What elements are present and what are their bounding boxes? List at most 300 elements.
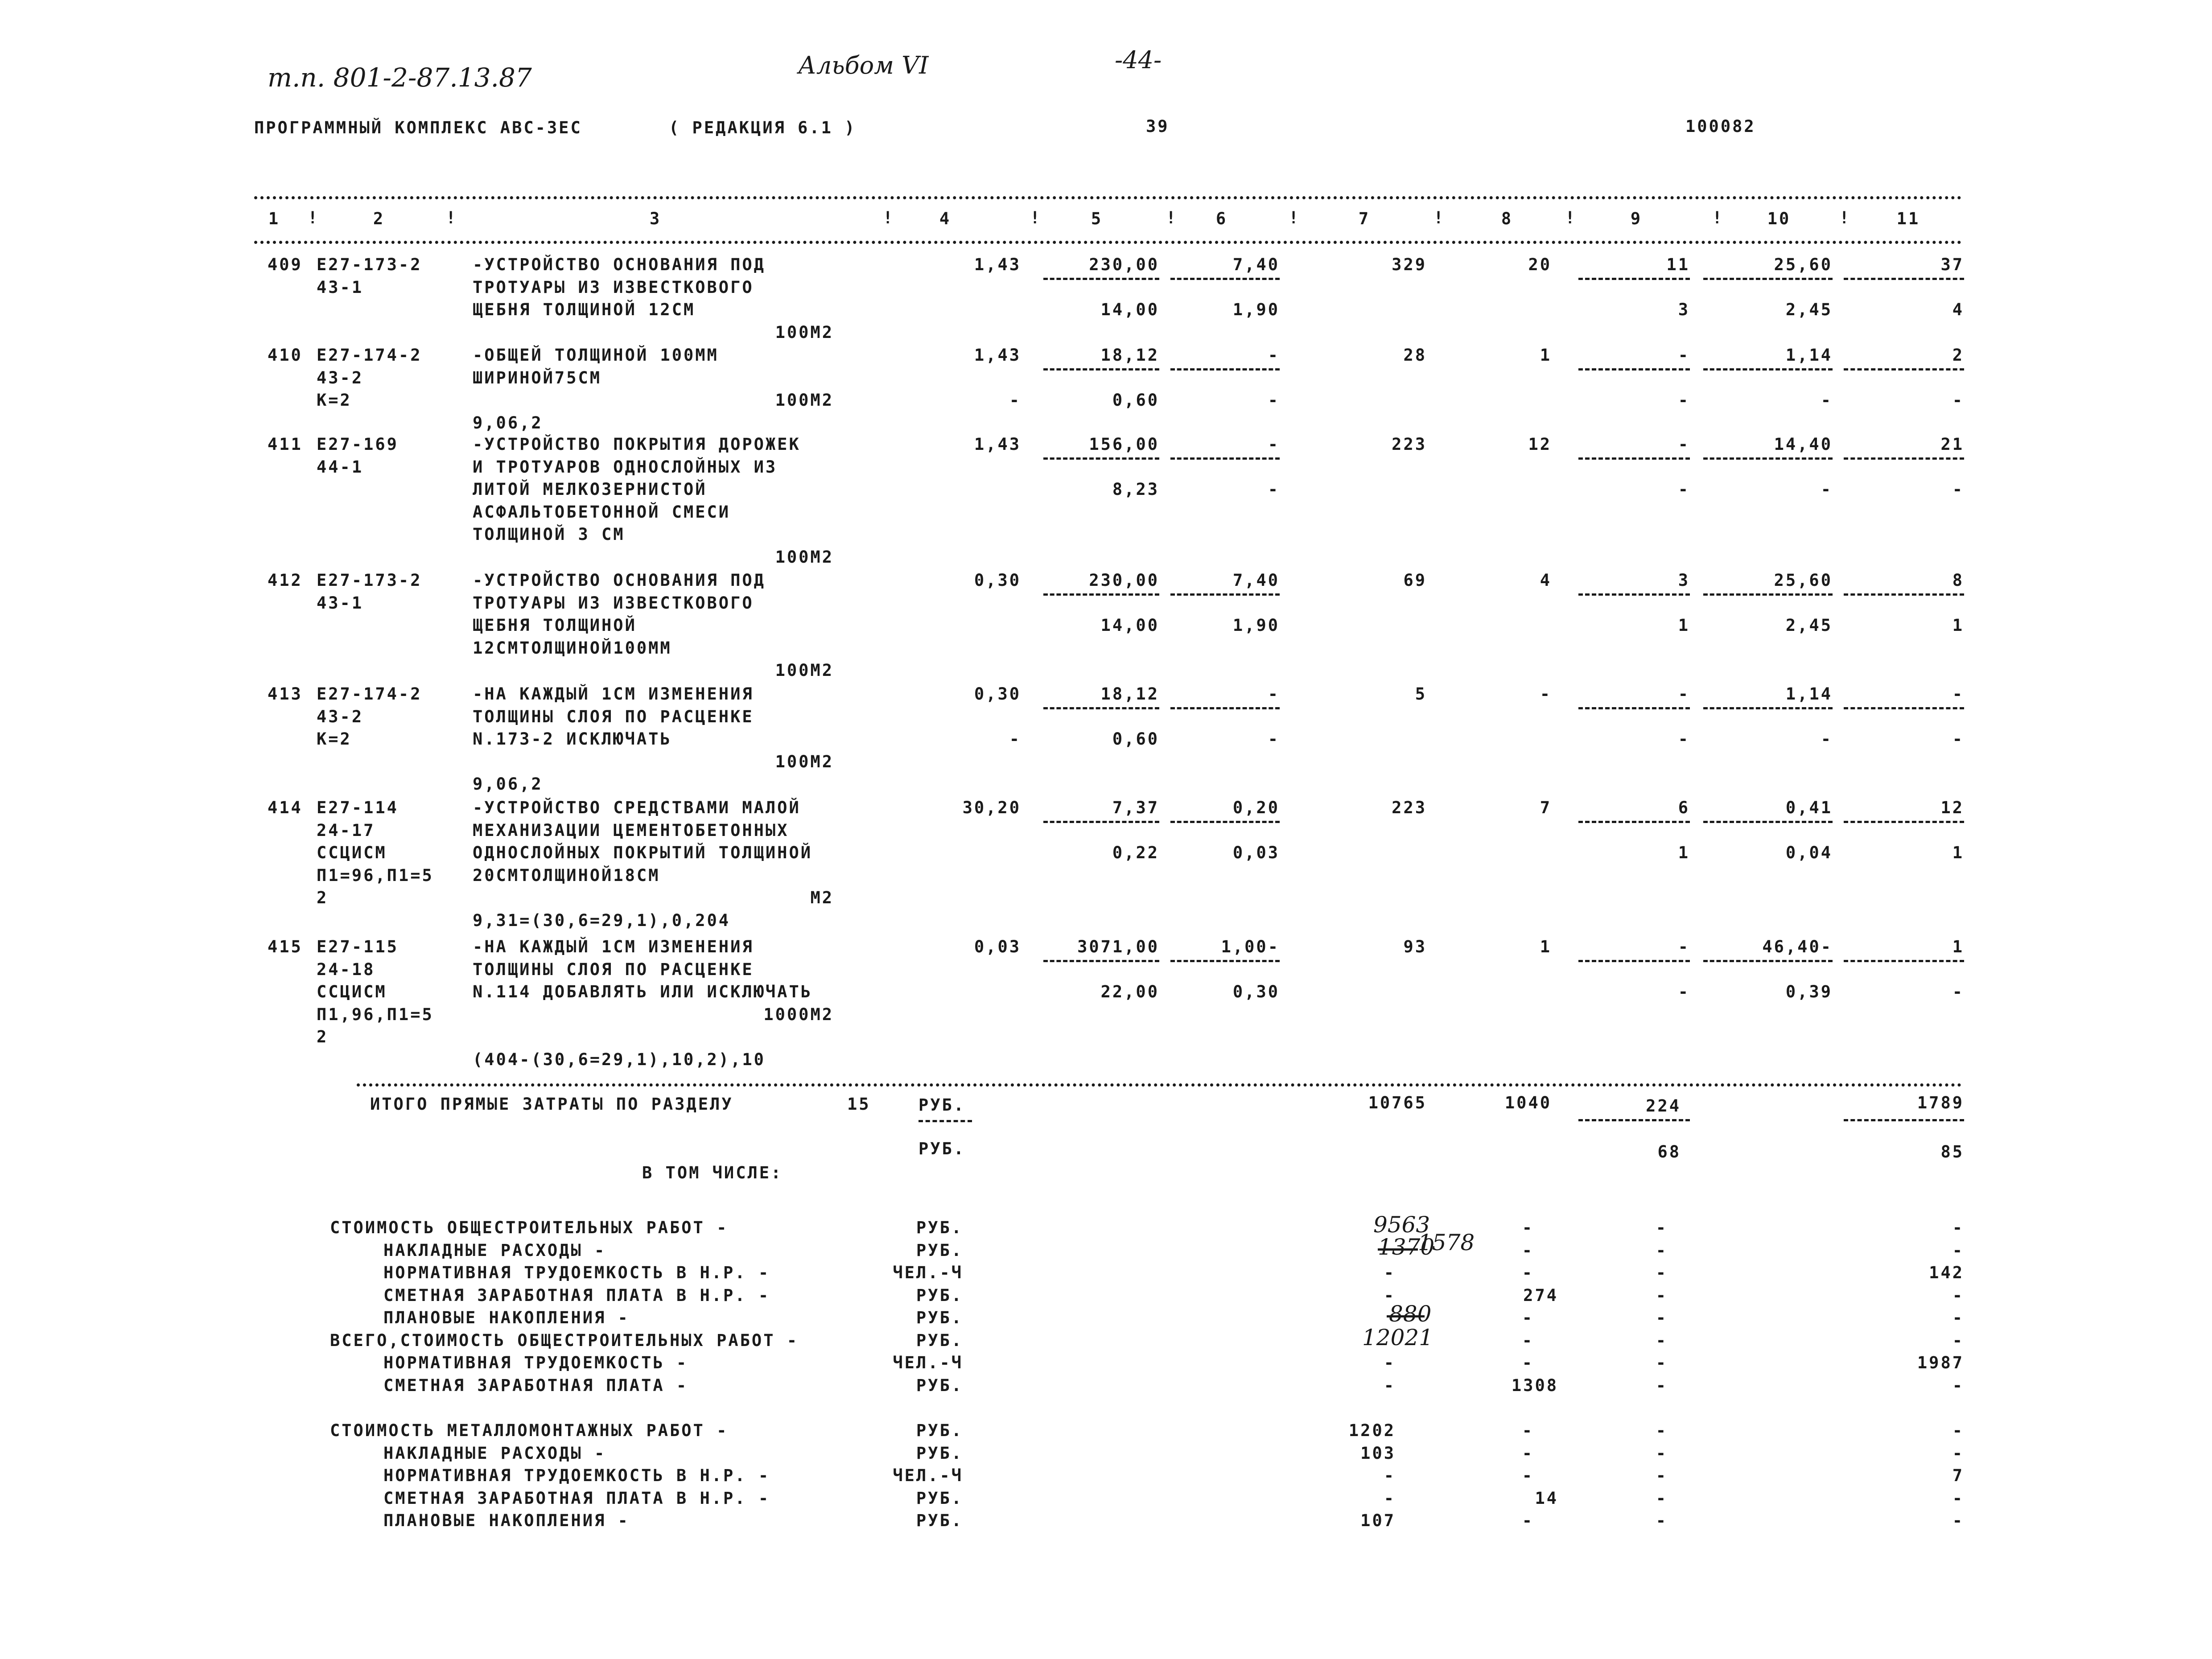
labor-total: 2 <box>1952 346 1964 365</box>
unit-machine-cost: - <box>1268 435 1280 454</box>
total-cost: 28 <box>1403 346 1427 365</box>
work-description: ТОЛЩИНОЙ 3 СМ <box>473 525 625 544</box>
total-cost: 329 <box>1392 255 1427 274</box>
cell-underline <box>1578 1119 1690 1121</box>
labor-total: 21 <box>1940 435 1964 454</box>
totals-unit: РУБ. <box>919 1139 966 1158</box>
column-separator: ! <box>1433 208 1446 227</box>
total-wages: 12 <box>1528 435 1552 454</box>
rate-code: 43-1 <box>317 593 364 613</box>
handwritten-value: 1370 <box>1378 1234 1435 1260</box>
summary-labor: - <box>1952 1308 1964 1327</box>
summary-label: СМЕТНАЯ ЗАРАБОТНАЯ ПЛАТА - <box>383 1375 688 1395</box>
work-description: -НА КАЖДЫЙ 1СМ ИЗМЕНЕНИЯ <box>473 937 754 956</box>
labor-total: - <box>1952 480 1964 499</box>
work-description: 20СМТОЛЩИНОЙ18СМ <box>473 865 660 885</box>
unit-machine-cost: 1,90 <box>1232 616 1280 635</box>
cell-underline <box>1170 960 1280 962</box>
total-cost: 69 <box>1403 571 1427 590</box>
summary-labor: 1987 <box>1917 1353 1964 1372</box>
rate-code: 43-2 <box>317 707 364 726</box>
summary-wages: - <box>1522 1263 1534 1282</box>
work-description: N.173-2 ИСКЛЮЧАТЬ <box>473 729 672 749</box>
unit-machine-cost: 7,40 <box>1232 255 1280 274</box>
summary-label: НОРМАТИВНАЯ ТРУДОЕМКОСТЬ В Н.Р. - <box>383 1263 770 1282</box>
quantity: 1,43 <box>974 255 1021 274</box>
work-description: И ТРОТУАРОВ ОДНОСЛОЙНЫХ ИЗ <box>473 457 778 477</box>
row-number: 415 <box>268 937 303 956</box>
handwritten-value: 880 <box>1389 1301 1432 1327</box>
unit-machine-cost: 7,40 <box>1232 571 1280 590</box>
rate-code: 2 <box>317 1027 329 1046</box>
work-description: N.114 ДОБАВЛЯТЬ ИЛИ ИСКЛЮЧАТЬ <box>473 982 813 1001</box>
row-number: 412 <box>268 571 303 590</box>
summary-value: 103 <box>1360 1443 1396 1463</box>
cell-underline <box>1170 593 1280 596</box>
column-separator: ! <box>308 208 320 227</box>
summary-labor: - <box>1952 1421 1964 1440</box>
totals-machine-wages: 68 <box>1657 1142 1681 1161</box>
unit-machine-cost: - <box>1268 346 1280 365</box>
unit-machine-cost: - <box>1268 729 1280 749</box>
unit-cost: 156,00 <box>1089 435 1159 454</box>
strikethrough <box>1378 1248 1418 1251</box>
column-header-6: 6 <box>1215 209 1228 228</box>
cell-underline <box>1578 368 1690 370</box>
summary-wages: 14 <box>1535 1488 1558 1508</box>
unit-cost: 230,00 <box>1089 255 1159 274</box>
unit-cost: 14,00 <box>1100 300 1159 319</box>
unit-cost: 22,00 <box>1100 982 1159 1001</box>
totals-wages: 1040 <box>1504 1093 1552 1112</box>
rate-code: 43-2 <box>317 368 364 387</box>
totals-labor-machine: 85 <box>1940 1142 1964 1161</box>
summary-labor: - <box>1952 1240 1964 1260</box>
summary-labor: - <box>1952 1511 1964 1530</box>
labor-unit: 0,04 <box>1785 843 1833 862</box>
cell-underline <box>1170 821 1280 823</box>
work-description: -УСТРОЙСТВО ОСНОВАНИЯ ПОД <box>473 571 766 590</box>
summary-unit: РУБ. <box>916 1308 963 1327</box>
summary-unit: РУБ. <box>916 1330 963 1350</box>
row-number: 410 <box>268 346 303 365</box>
summary-value: - <box>1384 1263 1396 1282</box>
total-cost: 223 <box>1392 798 1427 817</box>
labor-total: 12 <box>1940 798 1964 817</box>
quantity: 30,20 <box>962 798 1021 817</box>
total-machine: - <box>1678 435 1690 454</box>
labor-unit: - <box>1821 391 1833 410</box>
labor-total: 37 <box>1940 255 1964 274</box>
summary-machine: - <box>1656 1488 1668 1508</box>
work-description: ШИРИНОЙ75СМ <box>473 368 602 387</box>
labor-unit: 0,41 <box>1785 798 1833 817</box>
rate-code: Е27-174-2 <box>317 684 422 704</box>
summary-wages: - <box>1522 1421 1534 1440</box>
summary-label: НОРМАТИВНАЯ ТРУДОЕМКОСТЬ - <box>383 1353 688 1372</box>
unit-cost: 8,23 <box>1112 480 1159 499</box>
sheet-number: 39 <box>1146 117 1170 136</box>
summary-label: НАКЛАДНЫЕ РАСХОДЫ - <box>383 1443 606 1463</box>
summary-wages: - <box>1522 1353 1534 1372</box>
unit-machine-cost: 1,00- <box>1221 937 1280 956</box>
summary-machine: - <box>1656 1285 1668 1305</box>
work-description: 9,06,2 <box>473 774 543 794</box>
unit-cost: 230,00 <box>1089 571 1159 590</box>
summary-machine: - <box>1656 1466 1668 1485</box>
work-description: ЩЕБНЯ ТОЛЩИНОЙ 12СМ <box>473 300 696 319</box>
labor-total: 1 <box>1952 843 1964 862</box>
totals-rule <box>357 1083 1962 1087</box>
unit-machine-cost: 0,20 <box>1232 798 1280 817</box>
summary-unit: РУБ. <box>916 1240 963 1260</box>
work-description: АСФАЛЬТОБЕТОННОЙ СМЕСИ <box>473 502 731 522</box>
unit-of-measure: М2 <box>810 888 834 907</box>
labor-total: - <box>1952 729 1964 749</box>
summary-value: 107 <box>1360 1511 1396 1530</box>
summary-labor: - <box>1952 1488 1964 1508</box>
cell-underline <box>1703 368 1833 370</box>
summary-machine: - <box>1656 1421 1668 1440</box>
cell-underline <box>1043 821 1159 823</box>
rate-code: 44-1 <box>317 457 364 477</box>
total-machine: - <box>1678 391 1690 410</box>
work-description: -УСТРОЙСТВО ПОКРЫТИЯ ДОРОЖЕК <box>473 435 801 454</box>
cell-underline <box>1578 593 1690 596</box>
summary-machine: - <box>1656 1375 1668 1395</box>
labor-total: 1 <box>1952 937 1964 956</box>
summary-labor: - <box>1952 1443 1964 1463</box>
work-description: 9,31=(30,6=29,1),0,204 <box>473 910 731 930</box>
summary-value: - <box>1384 1353 1396 1372</box>
labor-unit: - <box>1821 480 1833 499</box>
unit-of-measure: 100М2 <box>775 752 834 771</box>
summary-unit: РУБ. <box>916 1488 963 1508</box>
column-separator: ! <box>446 208 458 227</box>
work-description: ЛИТОЙ МЕЛКОЗЕРНИСТОЙ <box>473 480 707 499</box>
cell-underline <box>1703 278 1833 280</box>
total-machine: - <box>1678 937 1690 956</box>
unit-machine-cost: - <box>1268 480 1280 499</box>
total-machine: - <box>1678 729 1690 749</box>
quantity: - <box>1009 729 1021 749</box>
labor-total: 1 <box>1952 616 1964 635</box>
summary-label: ПЛАНОВЫЕ НАКОПЛЕНИЯ - <box>383 1511 630 1530</box>
summary-label: ПЛАНОВЫЕ НАКОПЛЕНИЯ - <box>383 1308 630 1327</box>
labor-unit: 14,40 <box>1774 435 1833 454</box>
rate-code: ССЦИСМ <box>317 982 387 1001</box>
summary-wages: 1308 <box>1511 1375 1558 1395</box>
summary-wages: - <box>1522 1308 1534 1327</box>
cell-underline <box>1844 368 1964 370</box>
totals-cost: 10765 <box>1368 1093 1427 1112</box>
cell-underline <box>1170 368 1280 370</box>
work-description: ОДНОСЛОЙНЫХ ПОКРЫТИЙ ТОЛЩИНОЙ <box>473 843 813 862</box>
summary-machine: - <box>1656 1443 1668 1463</box>
cell-underline <box>1043 368 1159 370</box>
summary-wages: - <box>1522 1466 1534 1485</box>
total-wages: 4 <box>1540 571 1552 590</box>
total-machine: 3 <box>1678 571 1690 590</box>
cell-underline <box>1703 707 1833 709</box>
cell-underline <box>1844 1119 1964 1121</box>
work-description: -УСТРОЙСТВО СРЕДСТВАМИ МАЛОЙ <box>473 798 801 817</box>
cell-underline <box>1844 821 1964 823</box>
column-header-4: 4 <box>939 209 952 228</box>
summary-value: 1202 <box>1348 1421 1396 1440</box>
column-header-3: 3 <box>649 209 662 228</box>
total-wages: 1 <box>1540 346 1552 365</box>
row-number: 413 <box>268 684 303 704</box>
unit-cost: 0,22 <box>1112 843 1159 862</box>
quantity: 0,03 <box>974 937 1021 956</box>
labor-unit: 1,14 <box>1785 346 1833 365</box>
total-wages: 20 <box>1528 255 1552 274</box>
total-machine: 6 <box>1678 798 1690 817</box>
summary-unit: ЧЕЛ.-Ч <box>893 1353 963 1372</box>
table-top-rule <box>254 196 1962 199</box>
work-description: 12СМТОЛЩИНОЙ100ММ <box>473 638 672 658</box>
column-separator: ! <box>1166 208 1178 227</box>
total-cost: 5 <box>1415 684 1427 704</box>
unit-machine-cost: - <box>1268 684 1280 704</box>
unit-machine-cost: 0,03 <box>1232 843 1280 862</box>
summary-label: НАКЛАДНЫЕ РАСХОДЫ - <box>383 1240 606 1260</box>
rate-code: Е27-114 <box>317 798 399 817</box>
summary-unit: РУБ. <box>916 1421 963 1440</box>
labor-unit: 1,14 <box>1785 684 1833 704</box>
rate-code: 24-18 <box>317 959 375 979</box>
quantity: 0,30 <box>974 684 1021 704</box>
total-machine: 3 <box>1678 300 1690 319</box>
cell-underline <box>1043 457 1159 460</box>
cell-underline <box>1703 457 1833 460</box>
totals-unit-rule <box>919 1120 972 1122</box>
totals-machine: 224 <box>1646 1096 1681 1116</box>
summary-unit: РУБ. <box>916 1285 963 1305</box>
program-name: ПРОГРАММНЫЙ КОМПЛЕКС АВС-3ЕС <box>254 118 582 137</box>
cell-underline <box>1170 457 1280 460</box>
labor-unit: - <box>1821 729 1833 749</box>
total-wages: - <box>1540 684 1552 704</box>
summary-label: НОРМАТИВНАЯ ТРУДОЕМКОСТЬ В Н.Р. - <box>383 1466 770 1485</box>
total-machine: 1 <box>1678 616 1690 635</box>
column-separator: ! <box>1565 208 1577 227</box>
summary-label: ВСЕГО,СТОИМОСТЬ ОБЩЕСТРОИТЕЛЬНЫХ РАБОТ - <box>330 1330 799 1350</box>
summary-labor: - <box>1952 1218 1964 1237</box>
summary-machine: - <box>1656 1511 1668 1530</box>
totals-unit: РУБ. <box>919 1095 966 1115</box>
labor-total: - <box>1952 684 1964 704</box>
unit-of-measure: 100М2 <box>775 547 834 567</box>
summary-machine: - <box>1656 1263 1668 1282</box>
table-header-rule <box>254 241 1962 244</box>
work-description: -НА КАЖДЫЙ 1СМ ИЗМЕНЕНИЯ <box>473 684 754 704</box>
unit-cost: 18,12 <box>1100 346 1159 365</box>
column-header-1: 1 <box>268 209 280 228</box>
summary-label: СТОИМОСТЬ ОБЩЕСТРОИТЕЛЬНЫХ РАБОТ - <box>330 1218 729 1237</box>
row-number: 414 <box>268 798 303 817</box>
summary-machine: - <box>1656 1240 1668 1260</box>
summary-labor: - <box>1952 1285 1964 1305</box>
summary-unit: РУБ. <box>916 1218 963 1237</box>
summary-value: - <box>1384 1466 1396 1485</box>
labor-total: - <box>1952 391 1964 410</box>
quantity: 1,43 <box>974 346 1021 365</box>
rate-code: П1=96,П1=5 <box>317 865 434 885</box>
labor-total: 4 <box>1952 300 1964 319</box>
total-machine: - <box>1678 346 1690 365</box>
summary-machine: - <box>1656 1330 1668 1350</box>
summary-wages: - <box>1522 1443 1534 1463</box>
summary-labor: 7 <box>1952 1466 1964 1485</box>
summary-unit: ЧЕЛ.-Ч <box>893 1466 963 1485</box>
work-description: ЩЕБНЯ ТОЛЩИНОЙ <box>473 616 637 635</box>
rate-code: 24-17 <box>317 820 375 840</box>
summary-wages: - <box>1522 1218 1534 1237</box>
handwritten-value: 12021 <box>1362 1325 1433 1350</box>
rate-code: 43-1 <box>317 277 364 297</box>
work-description: ТРОТУАРЫ ИЗ ИЗВЕСТКОВОГО <box>473 593 754 613</box>
work-description: 9,06,2 <box>473 413 543 432</box>
total-cost: 93 <box>1403 937 1427 956</box>
summary-machine: - <box>1656 1218 1668 1237</box>
unit-of-measure: 100М2 <box>775 391 834 410</box>
program-edition: ( РЕДАКЦИЯ 6.1 ) <box>669 118 857 137</box>
work-description: МЕХАНИЗАЦИИ ЦЕМЕНТОБЕТОННЫХ <box>473 820 789 840</box>
handwritten-value: 9563 <box>1373 1212 1430 1238</box>
handwritten-value: 1578 <box>1418 1230 1475 1256</box>
summary-label: СМЕТНАЯ ЗАРАБОТНАЯ ПЛАТА В Н.Р. - <box>383 1285 770 1305</box>
summary-unit: РУБ. <box>916 1443 963 1463</box>
unit-cost: 0,60 <box>1112 729 1159 749</box>
cell-underline <box>1844 707 1964 709</box>
summary-value: - <box>1384 1375 1396 1395</box>
quantity: 0,30 <box>974 571 1021 590</box>
rate-code: Е27-174-2 <box>317 346 422 365</box>
rate-code: П1,96,П1=5 <box>317 1004 434 1024</box>
including-label: В ТОМ ЧИСЛЕ: <box>642 1163 783 1182</box>
column-separator: ! <box>1030 208 1042 227</box>
summary-label: СТОИМОСТЬ МЕТАЛЛОМОНТАЖНЫХ РАБОТ - <box>330 1421 729 1440</box>
unit-cost: 18,12 <box>1100 684 1159 704</box>
summary-unit: ЧЕЛ.-Ч <box>893 1263 963 1282</box>
row-number: 409 <box>268 255 303 274</box>
rate-code: Е27-115 <box>317 937 399 956</box>
cell-underline <box>1703 593 1833 596</box>
labor-unit: 25,60 <box>1774 571 1833 590</box>
total-machine: 11 <box>1666 255 1690 274</box>
column-separator: ! <box>1289 208 1301 227</box>
page-number: -44- <box>1115 46 1162 74</box>
summary-labor: - <box>1952 1375 1964 1395</box>
labor-unit: 2,45 <box>1785 616 1833 635</box>
column-separator: ! <box>1839 208 1851 227</box>
cell-underline <box>1043 707 1159 709</box>
unit-cost: 7,37 <box>1112 798 1159 817</box>
totals-labor: 1789 <box>1917 1093 1964 1112</box>
work-description: -ОБЩЕЙ ТОЛЩИНОЙ 100ММ <box>473 346 719 365</box>
unit-of-measure: 100М2 <box>775 322 834 342</box>
rate-code: К=2 <box>317 729 352 749</box>
quantity: - <box>1009 391 1021 410</box>
summary-unit: РУБ. <box>916 1511 963 1530</box>
rate-code: Е27-173-2 <box>317 571 422 590</box>
summary-label: СМЕТНАЯ ЗАРАБОТНАЯ ПЛАТА В Н.Р. - <box>383 1488 770 1508</box>
cell-underline <box>1844 278 1964 280</box>
unit-machine-cost: - <box>1268 391 1280 410</box>
cell-underline <box>1844 457 1964 460</box>
summary-unit: РУБ. <box>916 1375 963 1395</box>
total-wages: 7 <box>1540 798 1552 817</box>
program-code: 100082 <box>1685 117 1756 136</box>
cell-underline <box>1170 707 1280 709</box>
summary-value: - <box>1384 1488 1396 1508</box>
quantity: 1,43 <box>974 435 1021 454</box>
labor-unit: 25,60 <box>1774 255 1833 274</box>
cell-underline <box>1844 593 1964 596</box>
cell-underline <box>1043 593 1159 596</box>
unit-of-measure: 100М2 <box>775 661 834 680</box>
summary-wages: - <box>1522 1240 1534 1260</box>
summary-labor: 142 <box>1929 1263 1964 1282</box>
unit-of-measure: 1000М2 <box>763 1004 834 1024</box>
unit-cost: 3071,00 <box>1077 937 1159 956</box>
total-machine: 1 <box>1678 843 1690 862</box>
column-header-5: 5 <box>1091 209 1103 228</box>
column-separator: ! <box>1712 208 1724 227</box>
cell-underline <box>1578 278 1690 280</box>
cell-underline <box>1578 457 1690 460</box>
cell-underline <box>1844 960 1964 962</box>
cell-underline <box>1170 278 1280 280</box>
cell-underline <box>1578 707 1690 709</box>
column-separator: ! <box>883 208 895 227</box>
album-label: Альбом VI <box>798 51 929 79</box>
rate-code: ССЦИСМ <box>317 843 387 862</box>
work-description: (404-(30,6=29,1),10,2),10 <box>473 1050 766 1069</box>
column-header-11: 11 <box>1896 209 1920 228</box>
labor-total: 8 <box>1952 571 1964 590</box>
unit-cost: 0,60 <box>1112 391 1159 410</box>
cell-underline <box>1043 960 1159 962</box>
rate-code: Е27-169 <box>317 435 399 454</box>
summary-wages: - <box>1522 1330 1534 1350</box>
total-wages: 1 <box>1540 937 1552 956</box>
summary-machine: - <box>1656 1353 1668 1372</box>
cell-underline <box>1043 278 1159 280</box>
rate-code: Е27-173-2 <box>317 255 422 274</box>
summary-wages: 274 <box>1523 1285 1558 1305</box>
labor-unit: 2,45 <box>1785 300 1833 319</box>
unit-machine-cost: 1,90 <box>1232 300 1280 319</box>
totals-section: 15 <box>847 1095 871 1114</box>
cell-underline <box>1703 821 1833 823</box>
cell-underline <box>1703 960 1833 962</box>
totals-label: ИТОГО ПРЯМЫЕ ЗАТРАТЫ ПО РАЗДЕЛУ <box>370 1095 733 1114</box>
cell-underline <box>1578 821 1690 823</box>
work-description: ТОЛЩИНЫ СЛОЯ ПО РАСЦЕНКЕ <box>473 707 754 726</box>
column-header-9: 9 <box>1630 209 1643 228</box>
work-description: ТРОТУАРЫ ИЗ ИЗВЕСТКОВОГО <box>473 277 754 297</box>
unit-cost: 14,00 <box>1100 616 1159 635</box>
total-cost: 223 <box>1392 435 1427 454</box>
work-description: -УСТРОЙСТВО ОСНОВАНИЯ ПОД <box>473 255 766 274</box>
column-header-7: 7 <box>1358 209 1371 228</box>
labor-unit: 46,40- <box>1762 937 1833 956</box>
summary-machine: - <box>1656 1308 1668 1327</box>
doc-code: т.п. 801-2-87.13.87 <box>268 62 532 93</box>
